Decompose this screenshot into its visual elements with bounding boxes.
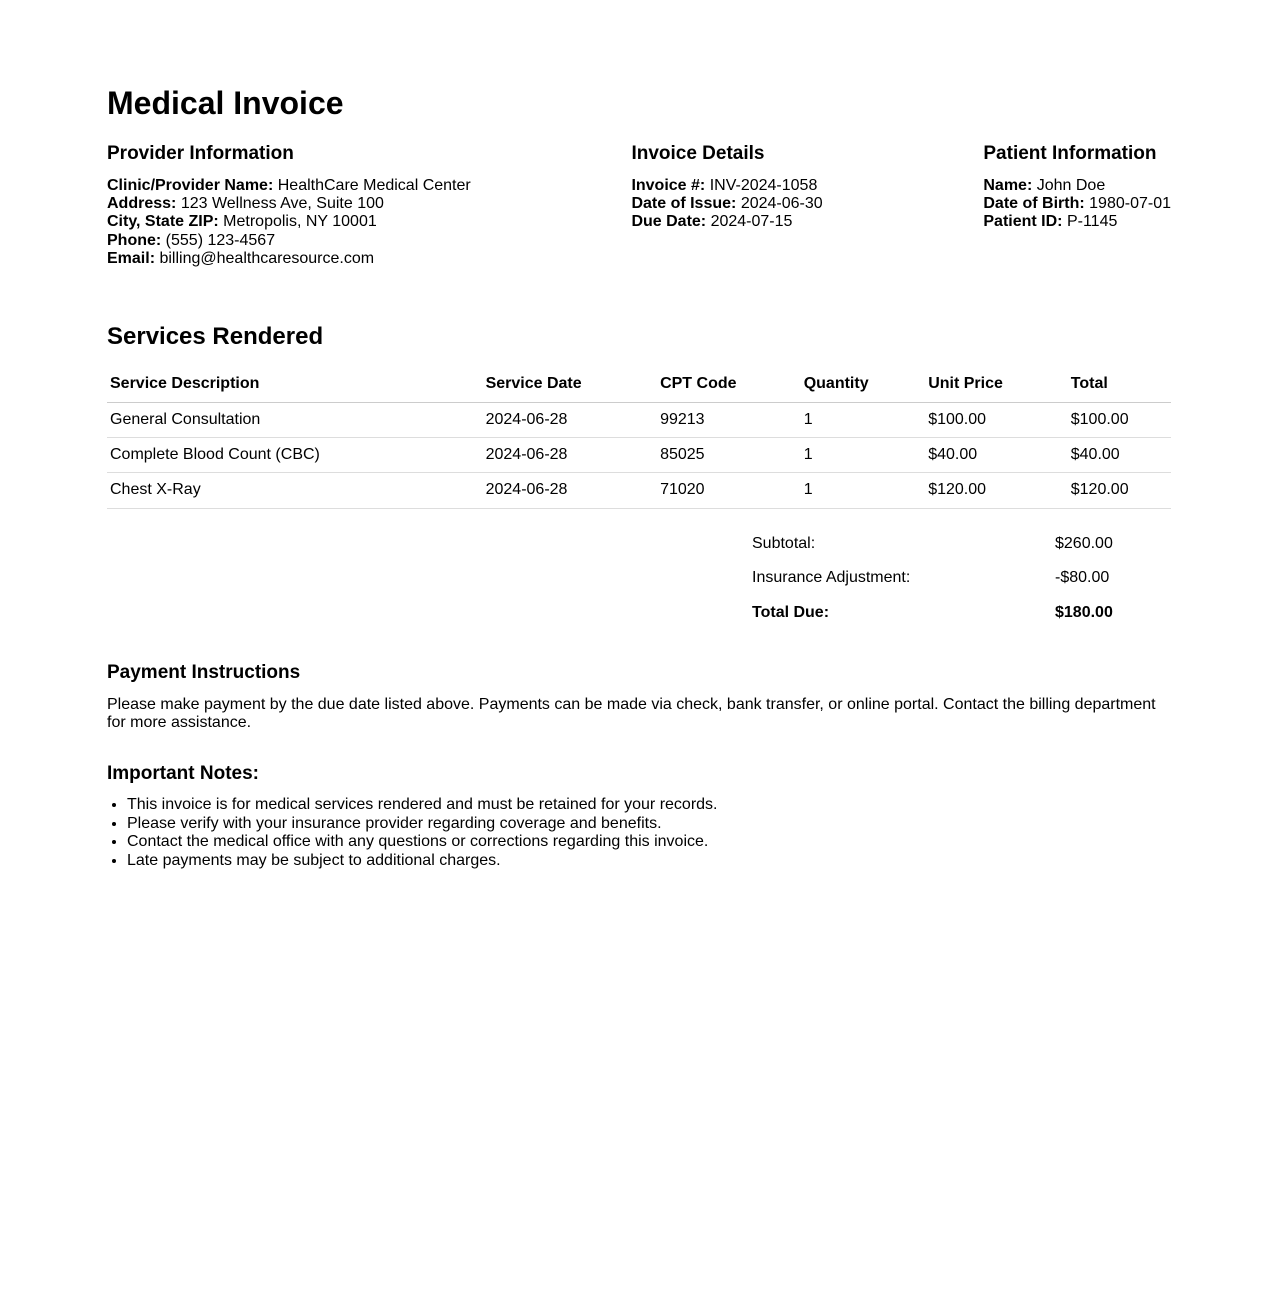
list-item: • Contact the medical office with any questions or corrections regarding this invoice. (127, 833, 1171, 851)
quantity-cell: 1 (801, 402, 925, 437)
important-notes-heading: Important Notes: (107, 762, 259, 784)
invoice-details-heading: Invoice Details (631, 142, 765, 164)
payment-instructions-heading: Payment Instructions (107, 661, 301, 683)
unit-price-cell: $100.00 (925, 402, 1068, 437)
subtotal-label: Subtotal: (752, 534, 816, 552)
service-date-cell: 2024-06-28 (483, 437, 657, 472)
provider-email-field: Email: billing@healthcaresource.com (107, 250, 375, 268)
quantity-cell: 1 (801, 473, 925, 508)
total-due-row (752, 596, 1171, 630)
table-header-row (107, 367, 1171, 402)
insurance-adjustment-value: -$80.00 (1055, 569, 1110, 587)
provider-info-fields (107, 177, 471, 269)
total-due-label: Total Due: (752, 603, 830, 621)
provider-name-field: Clinic/Provider Name: HealthCare Medical Center (107, 176, 471, 194)
column-header-service-description: Service Description (107, 367, 483, 402)
cpt-code-cell: 71020 (657, 473, 801, 508)
invoice-details-section (631, 143, 822, 232)
column-header-unit-price: Unit Price (925, 367, 1068, 402)
service-description-cell: Complete Blood Count (CBC) (107, 437, 483, 472)
services-rendered-heading: Services Rendered (107, 322, 324, 350)
patient-dob-field: Date of Birth: 1980-07-01 (983, 195, 1171, 213)
patient-info-fields (983, 177, 1171, 232)
service-date-cell: 2024-06-28 (483, 473, 657, 508)
invoice-number-field: Invoice #: INV-2024-1058 (631, 176, 818, 194)
list-item: • Late payments may be subject to additional charges. (127, 852, 1171, 870)
insurance-adjustment-row (752, 561, 1171, 595)
patient-name-field: Name: John Doe (983, 176, 1106, 194)
payment-instructions-text: Please make payment by the due date listed above. Payments can be made via check, bank transfer, or online portal. Contact the billing department for more assistance. (107, 695, 1156, 732)
total-cell: $120.00 (1068, 473, 1171, 508)
list-item: • Please verify with your insurance provider regarding coverage and benefits. (127, 815, 1171, 833)
invoice-details-fields (631, 177, 822, 232)
patient-info-section (983, 143, 1171, 232)
subtotal-value: $260.00 (1055, 534, 1113, 552)
column-header-cpt-code: CPT Code (657, 367, 801, 402)
table-row (107, 402, 1171, 437)
insurance-adjustment-label: Insurance Adjustment: (752, 569, 911, 587)
subtotal-row (752, 527, 1171, 561)
unit-price-cell: $120.00 (925, 473, 1068, 508)
invoice-issue-date-field: Date of Issue: 2024-06-30 (631, 195, 823, 213)
service-date-cell: 2024-06-28 (483, 402, 657, 437)
cpt-code-cell: 85025 (657, 437, 801, 472)
info-section (107, 143, 1171, 269)
total-cell: $40.00 (1068, 437, 1171, 472)
page-title: Medical Invoice (107, 85, 344, 121)
table-row (107, 473, 1171, 508)
patient-info-heading: Patient Information (983, 142, 1157, 164)
column-header-quantity: Quantity (801, 367, 925, 402)
totals-section (752, 527, 1171, 630)
provider-address-field: Address: 123 Wellness Ave, Suite 100 (107, 195, 384, 213)
list-item: • This invoice is for medical services rendered and must be retained for your records. (127, 796, 1171, 814)
provider-city-field: City, State ZIP: Metropolis, NY 10001 (107, 213, 377, 231)
service-description-cell: Chest X-Ray (107, 473, 483, 508)
important-notes-list (107, 796, 1171, 870)
table-row (107, 437, 1171, 472)
unit-price-cell: $40.00 (925, 437, 1068, 472)
cpt-code-cell: 99213 (657, 402, 801, 437)
provider-phone-field: Phone: (555) 123-4567 (107, 231, 276, 249)
patient-id-field: Patient ID: P-1145 (983, 213, 1118, 231)
total-cell: $100.00 (1068, 402, 1171, 437)
service-description-cell: General Consultation (107, 402, 483, 437)
invoice-due-date-field: Due Date: 2024-07-15 (631, 213, 793, 231)
column-header-service-date: Service Date (483, 367, 657, 402)
provider-info-section (107, 143, 471, 269)
quantity-cell: 1 (801, 437, 925, 472)
column-header-total: Total (1068, 367, 1171, 402)
services-table (107, 367, 1171, 509)
provider-info-heading: Provider Information (107, 142, 294, 164)
total-due-value: $180.00 (1055, 603, 1113, 621)
